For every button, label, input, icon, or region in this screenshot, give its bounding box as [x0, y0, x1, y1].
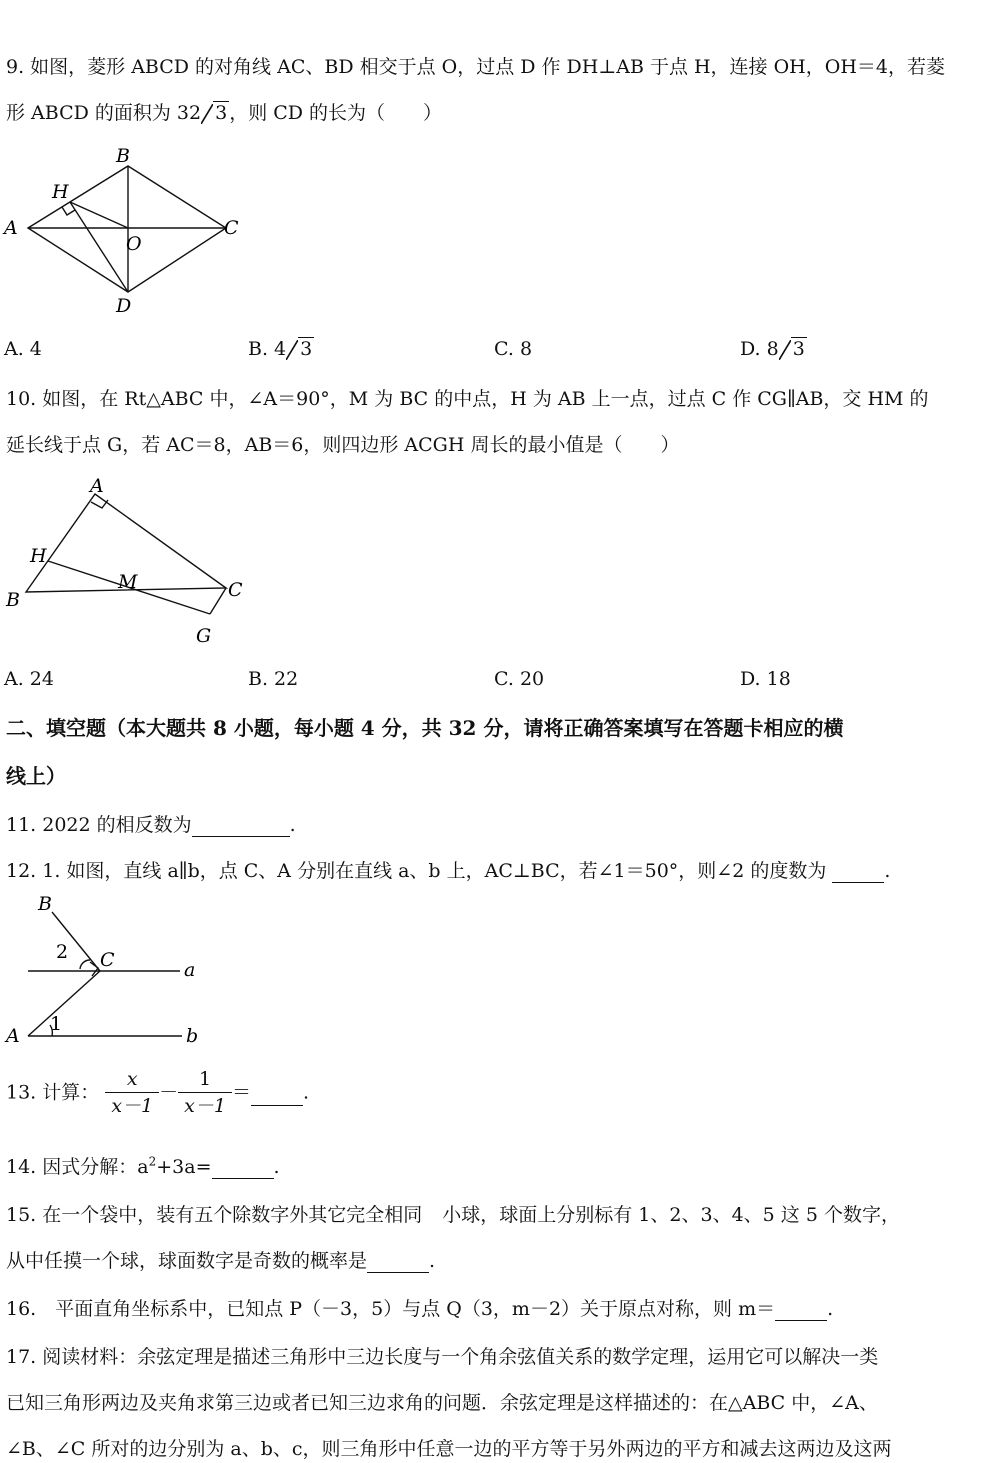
- q13-den2: x－1: [178, 1092, 232, 1119]
- q10-label-a: A: [90, 475, 104, 497]
- q13-den1: x－1: [105, 1092, 159, 1119]
- q12-label-c: C: [100, 949, 115, 971]
- q16: [6, 1294, 833, 1321]
- q13-minus: －: [159, 1081, 179, 1104]
- q13-answer-blank[interactable]: [251, 1079, 303, 1106]
- q10-label-m: M: [118, 571, 138, 593]
- q13-fraction-2: [178, 1066, 232, 1119]
- q12-angle2-label: 2: [56, 941, 69, 963]
- q9-option-c[interactable]: [494, 338, 532, 360]
- q11-text: 11. 2022 的相反数为: [6, 814, 192, 836]
- q13-pre: 13. 计算：: [6, 1081, 100, 1104]
- q13-num2: 1: [199, 1068, 212, 1090]
- q9-option-d[interactable]: [740, 338, 807, 360]
- q14-answer-blank[interactable]: [212, 1156, 274, 1179]
- q12-text: 12. 1. 如图，直线 a∥b，点 C、A 分别在直线 a、b 上，AC⊥BC，若∠1＝50°，则∠2 的度数为: [6, 860, 827, 882]
- q10-line1: 10. 如图，在 Rt△ABC 中，∠A＝90°，M 为 BC 的中点，H 为 AB 上一点，过点 C 作 CG∥AB，交 HM 的: [6, 388, 929, 410]
- q10-label-g: G: [196, 625, 212, 647]
- q9-line2: [6, 98, 442, 125]
- q9-option-a[interactable]: [4, 338, 42, 360]
- q13-end: .: [302, 1081, 310, 1104]
- section2-header-line1: 二、填空题（本大题共 8 小题，每小题 4 分，共 32 分，请将正确答案填写在答题卡相应的横: [6, 716, 844, 740]
- q10-line2: 延长线于点 G，若 AC＝8，AB＝6，则四边形 ACGH 周长的最小值是（ ）: [6, 434, 680, 456]
- q10-option-d[interactable]: D. 18: [740, 668, 791, 690]
- q13-fraction-1: [105, 1066, 159, 1119]
- q9-option-a-label: A. 4: [4, 338, 42, 360]
- q17-line2: 已知三角形两边及夹角求第三边或者已知三边求角的问题．余弦定理是这样描述的：在△ABC 中，∠A、: [6, 1392, 878, 1414]
- q12-line-a-label: a: [184, 959, 196, 981]
- q11: [6, 810, 296, 837]
- q15-line1: [6, 1200, 900, 1227]
- q10-option-c[interactable]: C. 20: [494, 668, 545, 690]
- q15-line2: [6, 1246, 435, 1273]
- q15-answer-blank[interactable]: [367, 1250, 429, 1273]
- q9-option-b-root: 3: [300, 338, 313, 360]
- q12-line-b-label: b: [186, 1025, 199, 1047]
- q9-label-a: A: [4, 217, 18, 239]
- q9-line2-pre: 形 ABCD 的面积为 32: [6, 102, 202, 124]
- q10-label-b: B: [6, 589, 20, 611]
- q14-end: .: [273, 1156, 280, 1178]
- q13-num1: x: [126, 1068, 138, 1090]
- q10-triangle-figure: [0, 472, 260, 652]
- q9-label-c: C: [224, 217, 239, 239]
- q9-label-b: B: [116, 145, 130, 167]
- q13-eq: ＝: [231, 1081, 251, 1104]
- q9-option-c-label: C. 8: [494, 338, 533, 360]
- q9-line2-post: ，则 CD 的长为（ ）: [229, 102, 443, 124]
- q12-angle1-label: 1: [50, 1013, 63, 1035]
- q15-line1-cont: 小球，球面上分别标有 1、2、3、4、5 这 5 个数字，: [442, 1204, 900, 1226]
- q12-parallel-lines-figure: [0, 888, 220, 1048]
- q11-end: .: [289, 814, 296, 836]
- sqrt-symbol: [779, 338, 807, 360]
- q14-post: +3a=: [156, 1156, 212, 1178]
- q9-option-b-label: B. 4: [248, 338, 287, 360]
- q17-line1: 17. 阅读材料：余弦定理是描述三角形中三边长度与一个角余弦值关系的数学定理，运用它可以解决一类: [6, 1346, 879, 1368]
- q15-end: .: [429, 1250, 436, 1272]
- q9-option-d-label: D. 8: [740, 338, 779, 360]
- q11-answer-blank[interactable]: [192, 814, 290, 837]
- sqrt-symbol: [286, 338, 314, 360]
- section2-header-line2: 线上）: [6, 764, 66, 788]
- q10-label-h: H: [30, 545, 47, 567]
- q12-label-a: A: [6, 1025, 20, 1047]
- q9-rhombus-figure: [0, 140, 250, 320]
- q14-sup: 2: [148, 1154, 157, 1169]
- q9-option-d-root: 3: [792, 338, 805, 360]
- sqrt-symbol: [201, 102, 229, 124]
- q9-line2-root: 3: [215, 102, 228, 124]
- q16-answer-blank[interactable]: [775, 1298, 827, 1321]
- q12-end: .: [884, 860, 891, 882]
- q13: [6, 1066, 309, 1119]
- q10-label-c: C: [228, 579, 243, 601]
- q14: [6, 1152, 280, 1179]
- q9-label-h: H: [52, 181, 69, 203]
- q9-line1: 9. 如图，菱形 ABCD 的对角线 AC、BD 相交于点 O，过点 D 作 DH⊥AB 于点 H，连接 OH，OH＝4，若菱: [6, 56, 945, 78]
- q12: [6, 856, 890, 883]
- q9-label-o: O: [126, 233, 142, 255]
- q10-option-b[interactable]: B. 22: [248, 668, 299, 690]
- q12-answer-blank[interactable]: [832, 860, 884, 883]
- q16-end: .: [827, 1298, 834, 1320]
- q12-label-b: B: [38, 893, 52, 915]
- q15-line2-text: 从中任摸一个球，球面数字是奇数的概率是: [6, 1250, 368, 1272]
- q16-text: 16. 平面直角坐标系中，已知点 P（－3，5）与点 Q（3，m－2）关于原点对称，则 m＝: [6, 1298, 776, 1320]
- q15-line1-text: 15. 在一个袋中，装有五个除数字外其它完全相同: [6, 1204, 423, 1226]
- q14-pre: 14. 因式分解：a: [6, 1156, 149, 1178]
- q17-line3: ∠B、∠C 所对的边分别为 a、b、c，则三角形中任意一边的平方等于另外两边的平方和减去这两边及这两: [6, 1438, 892, 1460]
- q10-option-a[interactable]: A. 24: [4, 668, 54, 690]
- q9-label-d: D: [116, 295, 132, 317]
- q9-option-b[interactable]: [248, 338, 314, 360]
